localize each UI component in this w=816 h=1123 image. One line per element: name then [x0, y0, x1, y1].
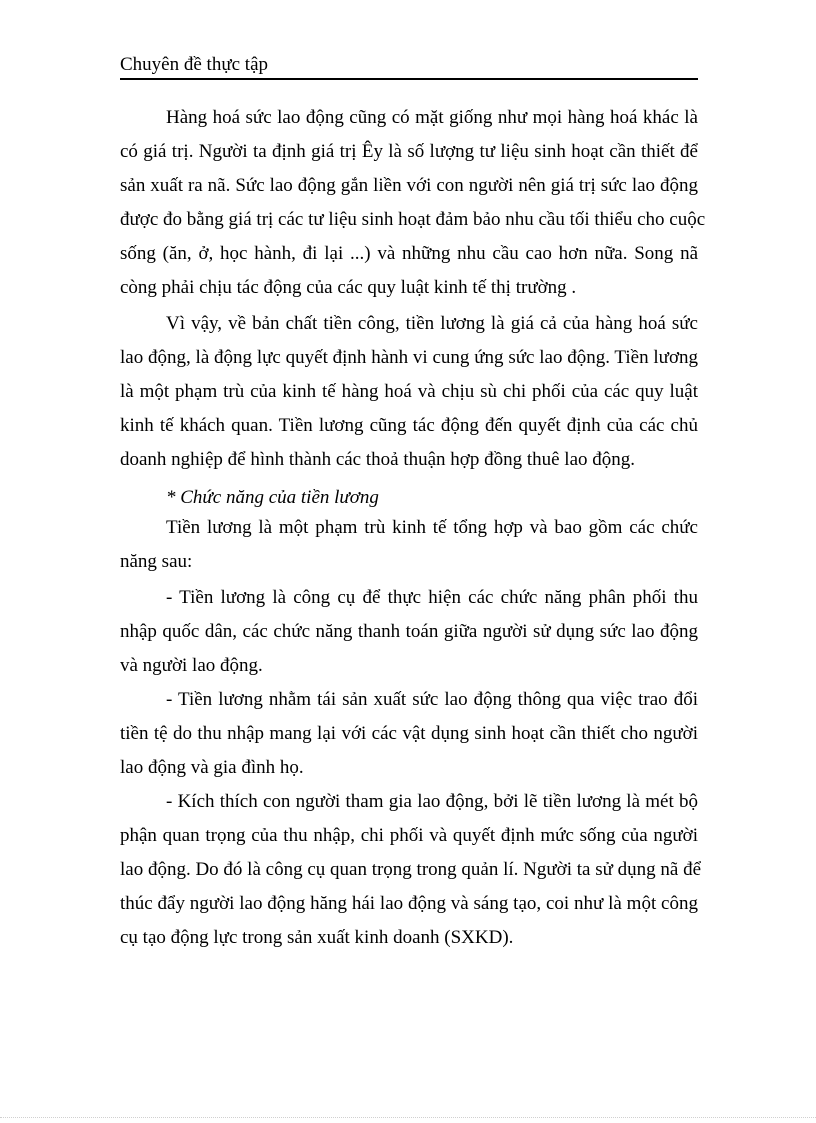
paragraph-5-line-3: lao động và gia đình họ.: [120, 757, 304, 778]
paragraph-1-line-5: sống (ăn, ở, học hành, đi lại ...) và những nhu cầu cao hơn nữa. Song nã: [120, 243, 698, 264]
header-title: Chuyên đề thực tập: [120, 54, 269, 75]
paragraph-6-line-4: thúc đẩy người lao động hăng hái lao động và sáng tạo, coi như là một công: [120, 893, 698, 914]
paragraph-2-line-1: Vì vậy, về bản chất tiền công, tiền lương là giá cả của hàng hoá sức: [166, 313, 698, 334]
paragraph-4-line-3: và người lao động.: [120, 655, 263, 676]
paragraph-6-line-3: lao động. Do đó là công cụ quan trọng trong quản lí. Người ta sử dụng nã để: [120, 859, 702, 880]
paragraph-5-line-1: - Tiền lương nhằm tái sản xuất sức lao động thông qua việc trao đổi: [166, 689, 698, 710]
paragraph-2-line-3: là một phạm trù của kinh tế hàng hoá và chịu sù chi phối của các quy luật: [120, 381, 698, 402]
paragraph-2-line-2: lao động, là động lực quyết định hành vi cung ứng sức lao động. Tiền lương: [120, 347, 698, 368]
page-bottom-rule: [0, 1117, 816, 1118]
paragraph-1-line-4: được đo bằng giá trị các tư liệu sinh hoạt đảm bảo nhu cầu tối thiểu cho cuộc: [120, 209, 706, 230]
paragraph-2-line-4: kinh tế khách quan. Tiền lương cũng tác động đến quyết định của các chủ: [120, 415, 698, 436]
section-heading: * Chức năng của tiền lương: [166, 487, 379, 508]
paragraph-6-line-1: - Kích thích con người tham gia lao động, bởi lẽ tiền lương là mét bộ: [166, 791, 698, 812]
paragraph-6-line-2: phận quan trọng của thu nhập, chi phối và quyết định mức sống của người: [120, 825, 698, 846]
paragraph-1-line-6: còng phải chịu tác động của các quy luật kinh tế thị trường .: [120, 277, 577, 298]
paragraph-4-line-2: nhập quốc dân, các chức năng thanh toán giữa người sử dụng sức lao động: [120, 621, 698, 642]
paragraph-4-line-1: - Tiền lương là công cụ để thực hiện các chức năng phân phối thu: [166, 587, 698, 608]
paragraph-5-line-2: tiền tệ do thu nhập mang lại với các vật dụng sinh hoạt cần thiết cho người: [120, 723, 698, 744]
paragraph-6-line-5: cụ tạo động lực trong sản xuất kinh doanh (SXKD).: [120, 927, 514, 948]
paragraph-1-line-3: sản xuất ra nã. Sức lao động gắn liền với con người nên giá trị sức lao động: [120, 175, 698, 196]
paragraph-1-line-2: có giá trị. Người ta định giá trị Êy là số lượng tư liệu sinh hoạt cần thiết để: [120, 141, 698, 162]
paragraph-3-line-2: năng sau:: [120, 551, 193, 572]
page-header: [120, 52, 698, 80]
paragraph-3-line-1: Tiền lương là một phạm trù kinh tế tổng hợp và bao gồm các chức: [166, 517, 698, 538]
paragraph-2-line-5: doanh nghiệp để hình thành các thoả thuận hợp đồng thuê lao động.: [120, 449, 636, 470]
paragraph-1-line-1: Hàng hoá sức lao động cũng có mặt giống như mọi hàng hoá khác là: [166, 107, 698, 128]
